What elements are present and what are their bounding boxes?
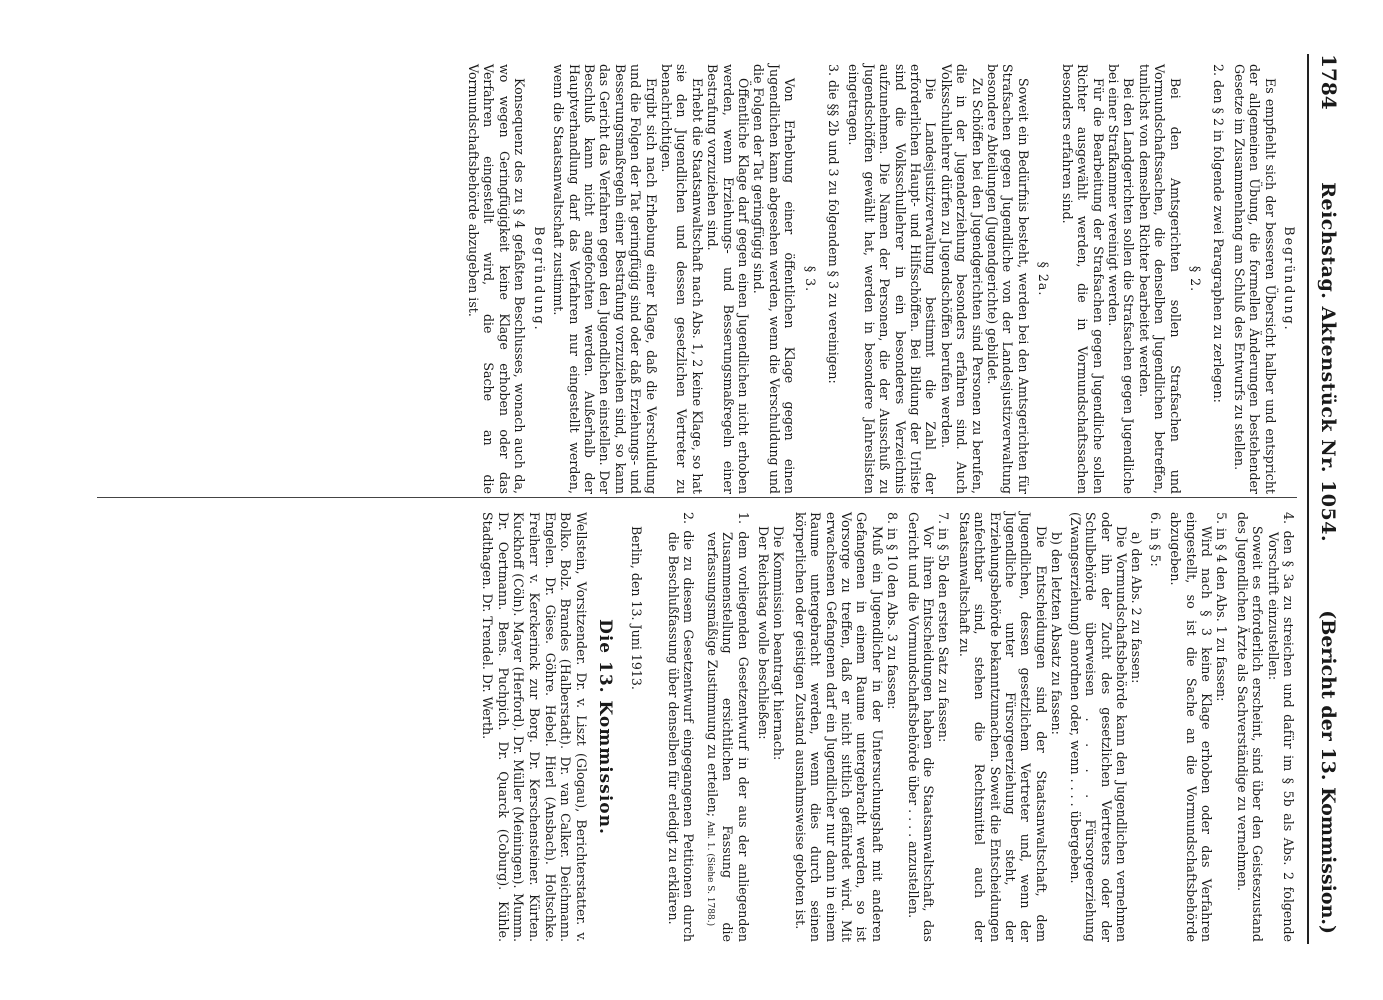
column-divider <box>97 497 1297 498</box>
section-3-paragraph: Öffentliche Klage darf gegen einen Jugendlichen nicht erhoben werden, wenn Erziehungs- und Besserungsmaßregeln einer Bestrafung vorzuziehen sind. <box>705 64 751 494</box>
amendment-sub-a: a) den Abs. 2 zu fassen: <box>1129 532 1145 684</box>
amendment-item-2: 2. den § 2 in folgende zwei Paragraphen zu zerlegen: <box>1211 64 1227 403</box>
section-2a-paragraph: Soweit ein Bedürfnis besteht, werden bei den Amtsgerichten für Strafsachen gegen Jugendliche von der Landesjustizverwaltung besondere Abteilungen (Jugendgerichte) gebildet. <box>985 64 1031 494</box>
place-date: Berlin, den 13. Juni 1913. <box>628 526 644 690</box>
section-2-paragraph: Bei den Amtsgerichten sollen Strafsachen und Vormundschaftssachen, die denselben Jugendlichen betreffen, tunlichst von demselben Richter bearbeitet werden. <box>1136 64 1183 494</box>
section-2a-heading: § 2a. <box>1036 261 1052 297</box>
motion-item-1-text: 1. dem vorliegenden Gesetzentwurf in der aus der anliegenden Zusammenstellung ersichtlichen Fassung die verfassungsmäßige Zustimmung zu erteilen; <box>704 512 751 942</box>
section-2-heading: § 2. <box>1187 265 1203 293</box>
section-3-paragraph: Ergibt sich nach Erhebung einer Klage, daß die Verschuldung und die Folgen der Tat geringfügig sind oder daß Erziehungs- und Besserungsmaßregeln einer Bestrafung vorzuziehen sind, so kann das Gericht das Verfahren gegen den Jugendlichen einstellen. Der Beschluß kann nicht angefochten werden. Außerhalb der Hauptverhandlung darf das Verfahren nur eingestellt werden, wenn die Staatsanwaltschaft zustimmt. <box>551 64 659 494</box>
begruendung-heading: Begründung. <box>1282 226 1297 332</box>
section-3-paragraph: Von Erhebung einer öffentlichen Klage gegen einen Jugendlichen kann abgesehen werden, wenn die Verschuldung und die Folgen der Tat geringfügig sind. <box>751 64 798 494</box>
amendment-item-5: 5. in § 4 den Abs. 1 zu fassen: <box>1214 512 1230 702</box>
begruendung-heading: Begründung. <box>531 226 547 332</box>
left-column <box>466 64 1301 494</box>
quoted-provision: Soweit es erforderlich erscheint, sind über den Geisteszustand des Jugendlichen Ärzte als Sachverständige zu vernehmen. <box>1234 512 1266 942</box>
motion-intro: Die Kommission beantragt hiernach: <box>771 526 787 761</box>
section-2a-paragraph: Die Landesjustizverwaltung bestimmt die Zahl der erforderlichen Haupt- und Hilfsschöffen. Bei Bildung der Urliste sind die Volksschullehrer in ein besonderes Verzeichnis aufzunehmen. Die Namen der Personen, die der Ausschuß zu Jugendschöffen gewählt hat, werden in besondere Jahreslisten eingetragen. <box>846 64 939 494</box>
motion-item-2: 2. die zu diesem Gesetzentwurf eingegangenen Petitionen durch die Beschlußfassung über denselben für erledigt zu erklären. <box>665 512 697 942</box>
section-2-paragraph: Bei den Landgerichten sollen die Strafsachen gegen Jugendliche bei einer Strafkammer vereinigt werden. <box>1105 64 1137 494</box>
page-number: 1784 <box>1317 54 1341 110</box>
amendment-item-8: 8. in § 10 den Abs. 3 zu fassen: <box>885 512 901 710</box>
quoted-provision: Muß ein Jugendlicher in der Untersuchungshaft mit anderen Gefangenen in einem Raume untergebracht werden, so ist Vorsorge zu treffen, daß er nicht sittlich gefährdet wird. Mit erwachsenen Gefangenen darf ein Jugendlicher nur dann in einem Raume untergebracht werden, wenn dies durch seinen körperlichen oder geistigen Zustand ausnahmsweise geboten ist. <box>792 512 885 942</box>
commission-title: Die 13. Kommission. <box>595 619 616 835</box>
section-2-paragraph: Für die Bearbeitung der Strafsachen gegen Jugendliche sollen Richter ausgewählt werden, die in Vormundschaftssachen besonders erfahren sind. <box>1059 64 1106 494</box>
amendment-item-3: 3. die §§ 2b und 3 zu folgendem § 3 zu vereinigen: <box>826 64 842 384</box>
amendment-item-7: 7. in § 5b den ersten Satz zu fassen: <box>936 512 952 743</box>
running-section: (Bericht der 13. Kommission.) <box>1317 610 1339 934</box>
section-2a-paragraph: Zu Schöffen bei den Jugendgerichten sind Personen zu berufen, die in der Jugenderziehung besonders erfahren sind. Auch Volksschullehrer dürfen zu Jugendschöffen berufen werden. <box>938 64 985 494</box>
right-column <box>480 512 1301 942</box>
begruendung-text: Konsequenz des zu § 4 gefaßten Beschlusses, wonach auch da, wo wegen Geringfügigkeit keine Klage erhoben oder das Verfahren eingestellt wird, die Sache an die Vormundschaftsbehörde abzugeben ist. <box>466 64 528 494</box>
amendment-item-6: 6. in § 5: <box>1147 512 1163 567</box>
section-3-paragraph: Erhebt die Staatsanwaltschaft nach Abs. 1, 2 keine Klage, so hat sie den Jugendlichen und dessen gesetzlichen Vertreter zu benachrichtigen. <box>658 64 705 494</box>
quoted-provision: Vor ihren Entscheidungen haben die Staatsanwaltschaft, das Gericht und die Vormundschaftsbehörde über . . . . anzustellen. <box>905 512 937 942</box>
quoted-provision: Wird nach § 3 keine Klage erhoben oder das Verfahren eingestellt, so ist die Sache an die Vormundschaftsbehörde abzugeben. <box>1168 512 1214 942</box>
quoted-provision: Die Vormundschaftsbehörde kann den Jugendlichen vernehmen oder ihn der Zucht des gesetzlichen Vertreters oder der Schulbehörde überweisen . . . . Fürsorgeerziehung (Zwangserziehung) anordnen oder, wenn . . . . übergeben. <box>1067 512 1129 942</box>
annex-note: Anl. 1. (Siehe S. 1788.) <box>704 821 715 927</box>
amendment-item-4: 4. den § 3a zu streichen und dafür im § 5b als Abs. 2 folgende Vorschrift einzustellen: <box>1265 512 1296 942</box>
begruendung-text: Es empfiehlt sich der besseren Übersicht halber und entspricht der allgemeinen Übung, die formellen Änderungen bestehender Gesetze im Zusammenhang am Schluß des Entwurfs zu stellen. <box>1231 64 1278 494</box>
running-header <box>1311 54 1341 934</box>
quoted-provision: Die Entscheidungen sind der Staatsanwaltschaft, dem Jugendlichen, dessen gesetzlichem Vertreter und, wenn der Jugendliche unter Fürsorgeerziehung steht, der Erziehungsbehörde bekanntzumachen. Soweit die Entscheidungen anfechtbar sind, stehen die Rechtsmittel auch der Staatsanwaltschaft zu. <box>956 512 1049 942</box>
header-rule <box>1307 54 1309 944</box>
running-title: Reichstag. Aktenstück Nr. 1054. <box>1317 182 1339 543</box>
motion-line: Der Reichstag wolle beschließen: <box>756 526 771 740</box>
motion-item-1 <box>701 512 750 942</box>
commission-members: Wellstein, Vorsitzender. Dr. v. Liszt (Glogau), Berichterstatter. v. Bolko. Bolz. Brandes (Halberstadt). Dr. van Calker. Deichmann. Engelen. Dr. Giese. Göhre. Hebel. Hierl (Ansbach). Holtschke. Freiherr v. Kerckerinck zur Borg. Dr. Kerschensteiner. Kürten. Kuckhoff (Cöln). Mayer (Herford). Dr. Müller (Meiningen). Mumm. Dr. Oertmann. Bens. Puchpich. Dr. Quarck (Coburg). Kühle. Stadthagen. Dr. Trendel. Dr. Werth. <box>480 512 589 942</box>
section-3-heading: § 3. <box>802 265 818 293</box>
amendment-sub-b: b) den letzten Absatz zu fassen: <box>1049 532 1065 735</box>
